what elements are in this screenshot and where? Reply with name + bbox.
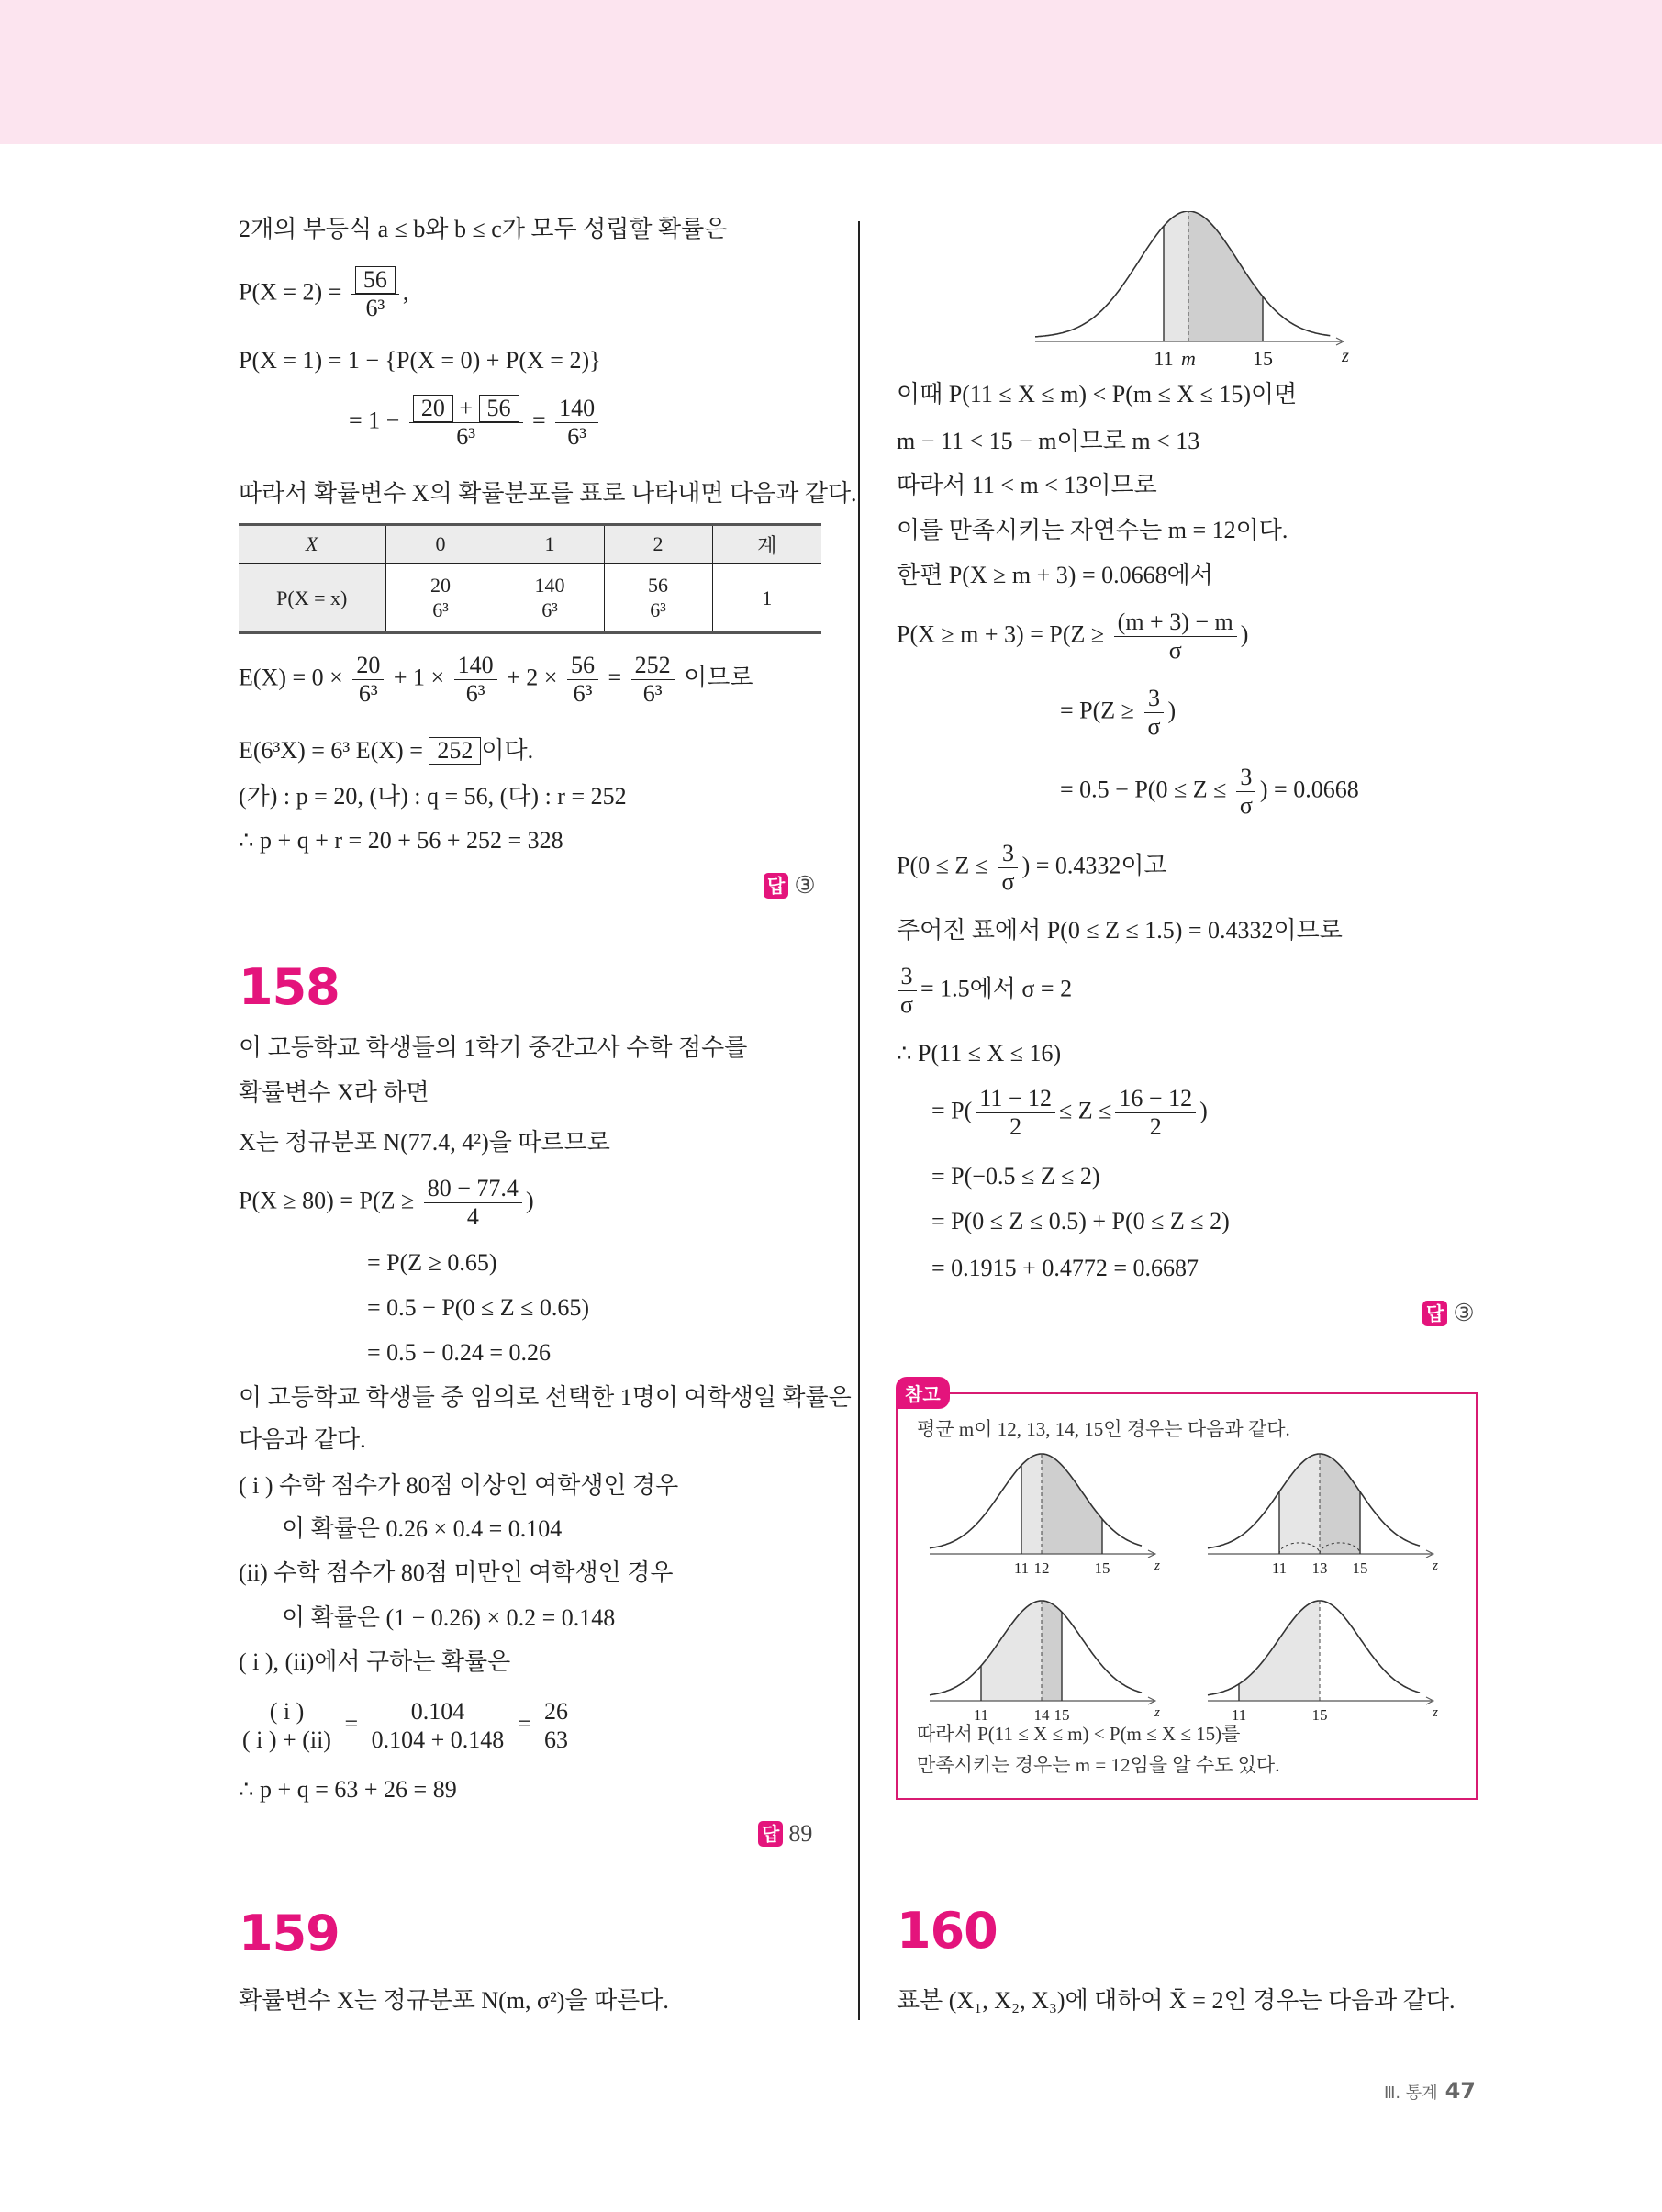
axis-tick-label: 15: [1094, 1559, 1110, 1574]
numerator: 20: [352, 652, 384, 680]
axis-tick-label: 11: [1154, 347, 1174, 367]
plus: +: [459, 395, 473, 421]
numerator: 0.104: [407, 1698, 469, 1726]
fraction: [239, 1698, 335, 1754]
text-line: 다음과 같다.: [239, 1426, 366, 1453]
fraction: [1236, 764, 1256, 820]
answer-badge: 답: [1422, 1301, 1447, 1326]
table-cell: [604, 564, 712, 633]
denominator: 2: [1009, 1113, 1022, 1140]
shaded-area-dark: [1042, 1601, 1062, 1701]
paren: ): [525, 1187, 534, 1214]
p1-continued: [349, 395, 602, 451]
denominator: ( i ) + (ii): [242, 1726, 331, 1753]
paren: ) = 0.4332이고: [1021, 852, 1167, 879]
column-divider: [858, 221, 860, 2020]
axis-tick-label: 14: [1033, 1706, 1050, 1721]
shaded-area-light: [1164, 211, 1188, 341]
axis-tick-label: 15: [1311, 1706, 1328, 1721]
probability-distribution-table: [239, 523, 821, 634]
text-line: ( i ) 수학 점수가 80점 이상인 여학생인 경우: [239, 1472, 679, 1499]
note-conclusion-2: 만족시키는 경우는 m = 12임을 알 수도 있다.: [917, 1754, 1280, 1776]
table-row: [239, 564, 821, 633]
answer-badge: 답: [764, 873, 788, 899]
table-header: 1: [496, 525, 604, 564]
table-cell: [385, 564, 496, 633]
paren: ) = 0.0668: [1259, 776, 1359, 803]
shaded-area-light: [1279, 1454, 1320, 1554]
text-line: 주어진 표에서 P(0 ≤ Z ≤ 1.5) = 0.4332이므로: [897, 917, 1343, 944]
text-line: 이 고등학교 학생들의 1학기 중간고사 수학 점수를: [239, 1034, 748, 1061]
numerator: 20: [427, 574, 454, 598]
denominator: 6³: [642, 680, 663, 707]
answer: [1422, 1299, 1475, 1328]
table-cell: [496, 564, 604, 633]
fraction: [1143, 685, 1164, 741]
denominator: σ: [1147, 713, 1161, 740]
fraction: [1114, 609, 1237, 665]
e63-equation: [239, 736, 533, 765]
table-cell-total: 1: [712, 564, 821, 633]
blank-box: 20: [413, 395, 453, 422]
equals: =: [532, 407, 546, 434]
axis-label: z: [1433, 1705, 1438, 1720]
conclusion: ∴ p + q = 63 + 26 = 89: [239, 1776, 457, 1803]
term: + 2 ×: [507, 664, 558, 691]
standardization-equation: [239, 1175, 534, 1231]
fraction: [409, 395, 523, 451]
denominator: 6³: [365, 295, 385, 321]
numerator: 26: [541, 1698, 572, 1726]
table-header: X: [239, 525, 385, 564]
equation-lhs: E(6³X) = 6³ E(X) =: [239, 737, 423, 764]
fraction: [1115, 1085, 1196, 1141]
table-header: 계: [712, 525, 821, 564]
equation-prefix: = 1 −: [349, 407, 400, 434]
blank-values: (가) : p = 20, (나) : q = 56, (다) : r = 252: [239, 783, 627, 810]
fraction: [454, 652, 497, 708]
text-line: X는 정규분포 N(77.4, 4²)을 따르므로: [239, 1129, 610, 1156]
equals: =: [608, 664, 622, 691]
fraction: [541, 1698, 572, 1754]
equation-lhs: P(X = 2) =: [239, 278, 342, 306]
axis-tick-label: m: [1181, 347, 1196, 367]
inequality: ≤ Z ≤: [1058, 1097, 1112, 1124]
equals: =: [517, 1710, 531, 1737]
denominator: 4: [466, 1203, 479, 1230]
answer: [764, 871, 816, 900]
axis-tick-label: 11: [1271, 1559, 1288, 1574]
equation-lhs: P(X ≥ m + 3) = P(Z ≥: [897, 620, 1105, 648]
text-line: 확률변수 X라 하면: [239, 1079, 429, 1106]
text-line: 이 고등학교 학생들 중 임의로 선택한 1명이 여학생일 확률은: [239, 1384, 852, 1411]
numerator: (m + 3) − m: [1114, 609, 1237, 637]
table-header-row: [239, 525, 821, 564]
text-line: ∴ P(11 ≤ X ≤ 16): [897, 1040, 1062, 1067]
numerator: 140: [531, 574, 569, 598]
equation-lhs: = P(Z ≥: [1060, 697, 1134, 724]
fraction: [351, 266, 399, 322]
equation-lhs: = 0.5 − P(0 ≤ Z ≤: [1060, 776, 1227, 803]
page-footer: [1384, 2078, 1476, 2104]
numerator: 140: [454, 652, 497, 680]
p2-equation: [239, 266, 408, 322]
denominator: 6³: [456, 423, 476, 450]
fraction: [352, 652, 384, 708]
answer-value: ③: [1453, 1300, 1475, 1326]
p1-equation: P(X = 1) = 1 − {P(X = 0) + P(X = 2)}: [239, 347, 601, 374]
equation-lhs: P(X ≥ 80) = P(Z ≥: [239, 1187, 415, 1214]
fraction: [567, 652, 598, 708]
text-line: = 0.5 − 0.24 = 0.26: [367, 1339, 551, 1366]
text-line: = P(0 ≤ Z ≤ 0.5) + P(0 ≤ Z ≤ 2): [931, 1208, 1230, 1234]
header-band: [0, 0, 1662, 144]
denominator: 6³: [573, 680, 593, 707]
blank-box: 252: [429, 737, 481, 765]
axis-label: z: [1154, 1558, 1160, 1573]
denominator: 6³: [465, 680, 485, 707]
fraction: [897, 963, 917, 1019]
axis-tick-label: 15: [1253, 347, 1273, 367]
text-line: 이를 만족시키는 자연수는 m = 12이다.: [897, 517, 1288, 543]
problem-number-160: 160: [897, 1902, 998, 1960]
text-line: 표본 (X₁, X₂, X₃)에 대하여 X̄ = 2인 경우는 다음과 같다.: [897, 1987, 1456, 2014]
paren: ): [1240, 620, 1249, 648]
blank-box: 56: [479, 395, 519, 422]
text-line: 이때 P(11 ≤ X ≤ m) < P(m ≤ X ≤ 15)이면: [897, 381, 1298, 408]
equation-step: [897, 840, 1167, 896]
expectation-equation: [239, 652, 753, 708]
text-line: = 0.1915 + 0.4772 = 0.6687: [931, 1255, 1199, 1281]
denominator: σ: [900, 991, 914, 1018]
page-number: 47: [1444, 2078, 1476, 2104]
equation-rest: = 1.5에서 σ = 2: [920, 975, 1073, 1002]
denominator: 6³: [541, 598, 558, 621]
equals: =: [344, 1710, 359, 1737]
equation-lhs: = P(: [931, 1097, 973, 1124]
denominator: 2: [1149, 1113, 1162, 1140]
chapter-label: Ⅲ. 통계: [1383, 2084, 1438, 2103]
denominator: σ: [1001, 868, 1015, 895]
axis-label: z: [1342, 346, 1349, 366]
equation-step: [931, 1085, 1208, 1141]
blank-box: 56: [355, 266, 396, 294]
table-header: 0: [385, 525, 496, 564]
note-intro: 평균 m이 12, 13, 14, 15인 경우는 다음과 같다.: [917, 1418, 1290, 1440]
text-line: 이 확률은 (1 − 0.26) × 0.2 = 0.148: [282, 1604, 616, 1631]
problem-number-159: 159: [239, 1905, 340, 1962]
numerator: 3: [1144, 685, 1164, 713]
probability-fraction-equation: [235, 1698, 575, 1754]
normal-graph-mean-14: [922, 1592, 1170, 1721]
equation-step: [1060, 764, 1359, 820]
axis-tick-label: 13: [1311, 1559, 1328, 1574]
fraction: [998, 840, 1019, 896]
axis-label: z: [1433, 1558, 1438, 1573]
axis-tick-label: 12: [1033, 1559, 1050, 1574]
numerator: 3: [998, 840, 1018, 868]
text-line: m − 11 < 15 − m이므로 m < 13: [897, 428, 1200, 454]
normal-graph-mean-13: [1200, 1446, 1448, 1574]
denominator: 6³: [432, 598, 449, 621]
comma: ,: [402, 278, 409, 306]
text-line: = P(Z ≥ 0.65): [367, 1249, 497, 1276]
fraction: [631, 652, 675, 708]
conclusion: ∴ p + q + r = 20 + 56 + 252 = 328: [239, 827, 563, 854]
denominator: 6³: [567, 423, 587, 450]
fraction: [368, 1698, 508, 1754]
fraction: [976, 1085, 1055, 1141]
suffix: 이므로: [684, 664, 753, 691]
axis-tick-label: 11: [1013, 1559, 1030, 1574]
shaded-area-dark: [1188, 211, 1263, 341]
normal-graph-mean-15: [1200, 1592, 1448, 1721]
axis-label: z: [1154, 1705, 1160, 1720]
equation-lhs: E(X) = 0 ×: [239, 664, 343, 691]
text-line: 한편 P(X ≥ m + 3) = 0.0668에서: [897, 562, 1213, 588]
normal-graph-mean-12: [922, 1446, 1170, 1574]
denominator: 6³: [650, 598, 666, 621]
text-line: 확률변수 X는 정규분포 N(m, σ²)을 따른다.: [239, 1987, 669, 2014]
axis-tick-label: 11: [1231, 1706, 1247, 1721]
fraction: [424, 1175, 522, 1231]
numerator: 140: [555, 395, 598, 423]
axis-tick-label: 15: [1352, 1559, 1368, 1574]
numerator: 3: [1236, 764, 1255, 792]
text-line: 따라서 11 < m < 13이므로: [897, 472, 1157, 498]
shaded-area-light: [1239, 1601, 1320, 1701]
denominator: 63: [543, 1726, 568, 1753]
numerator: 80 − 77.4: [424, 1175, 522, 1203]
denominator: σ: [1239, 792, 1253, 819]
shaded-area-light: [981, 1601, 1042, 1701]
numerator: 3: [898, 963, 917, 991]
reference-badge: 참고: [896, 1377, 950, 1409]
answer-badge: 답: [758, 1821, 783, 1847]
shaded-area-dark: [1042, 1454, 1102, 1554]
row-label: P(X = x): [239, 564, 385, 633]
denominator: σ: [1168, 637, 1182, 664]
shaded-area-dark: [1320, 1454, 1360, 1554]
numerator: 252: [631, 652, 675, 680]
numerator: 56: [644, 574, 672, 598]
paren: ): [1199, 1097, 1208, 1124]
suffix: 이다.: [481, 737, 534, 764]
axis-tick-label: 15: [1054, 1706, 1070, 1721]
numerator: 11 − 12: [976, 1085, 1055, 1113]
intro-text: 2개의 부등식 a ≤ b와 b ≤ c가 모두 성립할 확률은: [239, 216, 728, 242]
term: + 1 ×: [393, 664, 445, 691]
note-conclusion-1: 따라서 P(11 ≤ X ≤ m) < P(m ≤ X ≤ 15)를: [917, 1723, 1241, 1745]
numerator: ( i ): [266, 1698, 308, 1726]
numerator: 16 − 12: [1115, 1085, 1196, 1113]
problem-number-158: 158: [239, 958, 340, 1016]
text-line: 이 확률은 0.26 × 0.4 = 0.104: [282, 1515, 563, 1542]
answer: [758, 1819, 812, 1849]
text-line: = P(−0.5 ≤ Z ≤ 2): [931, 1163, 1100, 1190]
text-line: = 0.5 − P(0 ≤ Z ≤ 0.65): [367, 1294, 590, 1321]
answer-value: ③: [794, 872, 816, 899]
text-line: ( i ), (ii)에서 구하는 확률은: [239, 1648, 511, 1675]
text-line: (ii) 수학 점수가 80점 미만인 여학생인 경우: [239, 1559, 674, 1586]
denominator: 6³: [358, 680, 378, 707]
fraction: [555, 395, 598, 451]
standardization-equation: [897, 609, 1248, 665]
shaded-area-light: [1021, 1454, 1042, 1554]
normal-distribution-graph: [1028, 211, 1358, 367]
axis-tick-label: 11: [973, 1706, 989, 1721]
sigma-equation: [897, 963, 1072, 1019]
answer-value: 89: [788, 1820, 813, 1847]
equation-step: [1060, 685, 1176, 741]
paren: ): [1167, 697, 1177, 724]
numerator: 56: [567, 652, 598, 680]
table-intro: 따라서 확률변수 X의 확률분포를 표로 나타내면 다음과 같다.: [239, 480, 857, 507]
table-header: 2: [604, 525, 712, 564]
denominator: 0.104 + 0.148: [371, 1726, 505, 1753]
equation-lhs: P(0 ≤ Z ≤: [897, 852, 989, 879]
